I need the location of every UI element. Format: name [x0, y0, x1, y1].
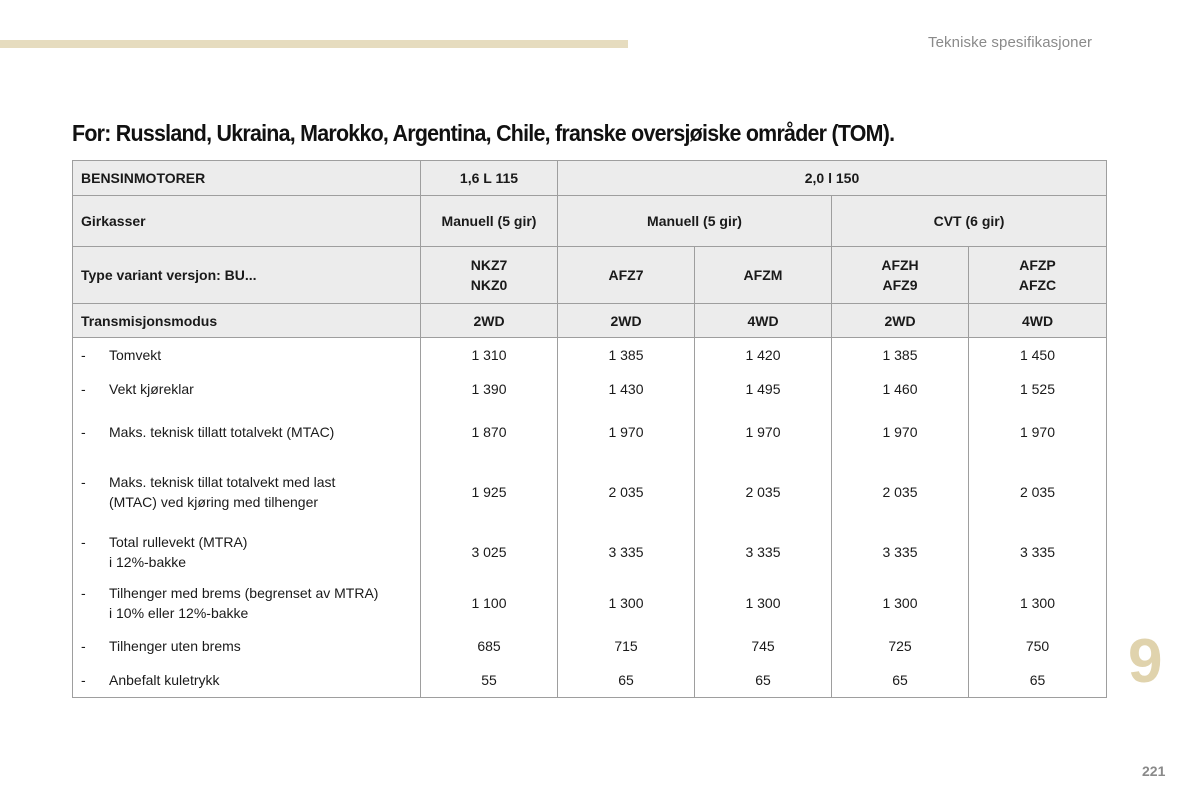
- cell-value: 1 970: [695, 406, 832, 458]
- transmission-row: [73, 304, 1107, 338]
- cell-value: 65: [969, 663, 1107, 698]
- table-row: [73, 372, 1107, 406]
- cell-value: 1 385: [558, 338, 695, 372]
- variant-1a: NKZ7: [470, 257, 508, 273]
- transmission-value: 2WD: [421, 304, 558, 338]
- transmission-value: 4WD: [695, 304, 832, 338]
- gearbox-3: CVT (6 gir): [832, 196, 1107, 247]
- gearbox-label: Girkasser: [73, 196, 421, 247]
- gearbox-row: [73, 196, 1107, 247]
- cell-value: 1 385: [832, 338, 969, 372]
- row-label: - Tilhenger uten brems: [73, 629, 421, 663]
- cell-value: 745: [695, 629, 832, 663]
- engine-2: 2,0 l 150: [558, 161, 1107, 196]
- variant-5b: AFZC: [1018, 277, 1057, 293]
- row-label: - Total rullevekt (MTRA) i 12%-bakke: [73, 526, 421, 578]
- cell-value: 1 925: [421, 458, 558, 526]
- engine-1: 1,6 L 115: [421, 161, 558, 196]
- cell-value: 2 035: [832, 458, 969, 526]
- table-row: [73, 458, 1107, 526]
- row-label: - Maks. teknisk tillat totalvekt med last (MTAC) ved kjøring med tilhenger: [73, 458, 421, 526]
- row-label: - Tomvekt: [73, 338, 421, 372]
- cell-value: 2 035: [558, 458, 695, 526]
- row-label: - Anbefalt kuletrykk: [73, 663, 421, 698]
- cell-value: 1 300: [832, 578, 969, 629]
- cell-value: 1 310: [421, 338, 558, 372]
- cell-value: 1 970: [558, 406, 695, 458]
- section-title: Tekniske spesifikasjoner: [928, 34, 1093, 51]
- cell-value: 65: [695, 663, 832, 698]
- transmission-value: 4WD: [969, 304, 1107, 338]
- variant-label: Type variant versjon: BU...: [73, 247, 421, 304]
- cell-value: 1 390: [421, 372, 558, 406]
- cell-value: 1 495: [695, 372, 832, 406]
- variant-4: [832, 247, 969, 304]
- cell-value: 725: [832, 629, 969, 663]
- variant-row: [73, 247, 1107, 304]
- table-row: [73, 338, 1107, 372]
- top-decorative-rule: [0, 40, 628, 48]
- variant-2: AFZ7: [558, 247, 695, 304]
- variant-1b: NKZ0: [470, 277, 508, 293]
- cell-value: 1 450: [969, 338, 1107, 372]
- page-number: 221: [1142, 763, 1166, 779]
- cell-value: 65: [558, 663, 695, 698]
- table-row: [73, 526, 1107, 578]
- cell-value: 1 300: [695, 578, 832, 629]
- row-label: - Maks. teknisk tillatt totalvekt (MTAC): [73, 406, 421, 458]
- chapter-number: 9: [1128, 627, 1163, 696]
- transmission-value: 2WD: [558, 304, 695, 338]
- table-row: [73, 406, 1107, 458]
- variant-3: AFZM: [695, 247, 832, 304]
- cell-value: 3 025: [421, 526, 558, 578]
- transmission-value: 2WD: [832, 304, 969, 338]
- gearbox-1: Manuell (5 gir): [421, 196, 558, 247]
- cell-value: 1 970: [832, 406, 969, 458]
- table-row: [73, 578, 1107, 629]
- table-row: [73, 629, 1107, 663]
- variant-5: [969, 247, 1107, 304]
- cell-value: 55: [421, 663, 558, 698]
- cell-value: 2 035: [695, 458, 832, 526]
- cell-value: 1 525: [969, 372, 1107, 406]
- transmission-label: Transmisjonsmodus: [73, 304, 421, 338]
- cell-value: 3 335: [969, 526, 1107, 578]
- row-label: - Tilhenger med brems (begrenset av MTRA) i 10% eller 12%-bakke: [73, 578, 421, 629]
- specifications-table: [72, 160, 1107, 698]
- cell-value: 2 035: [969, 458, 1107, 526]
- page-heading: For: Russland, Ukraina, Marokko, Argentina, Chile, franske oversjøiske områder (TOM).: [72, 120, 895, 146]
- variant-4a: AFZH: [881, 257, 919, 273]
- cell-value: 65: [832, 663, 969, 698]
- cell-value: 1 300: [969, 578, 1107, 629]
- row-label: - Vekt kjøreklar: [73, 372, 421, 406]
- engine-label: BENSINMOTORER: [73, 161, 421, 196]
- cell-value: 750: [969, 629, 1107, 663]
- cell-value: 1 870: [421, 406, 558, 458]
- cell-value: 715: [558, 629, 695, 663]
- gearbox-2: Manuell (5 gir): [558, 196, 832, 247]
- table-row: [73, 663, 1107, 698]
- cell-value: 685: [421, 629, 558, 663]
- cell-value: 3 335: [558, 526, 695, 578]
- cell-value: 1 970: [969, 406, 1107, 458]
- variant-4b: AFZ9: [882, 277, 918, 293]
- variant-1: [421, 247, 558, 304]
- cell-value: 1 300: [558, 578, 695, 629]
- cell-value: 1 430: [558, 372, 695, 406]
- engine-row: [73, 161, 1107, 196]
- variant-5a: AFZP: [1019, 257, 1056, 273]
- cell-value: 1 460: [832, 372, 969, 406]
- cell-value: 3 335: [695, 526, 832, 578]
- cell-value: 1 100: [421, 578, 558, 629]
- cell-value: 1 420: [695, 338, 832, 372]
- cell-value: 3 335: [832, 526, 969, 578]
